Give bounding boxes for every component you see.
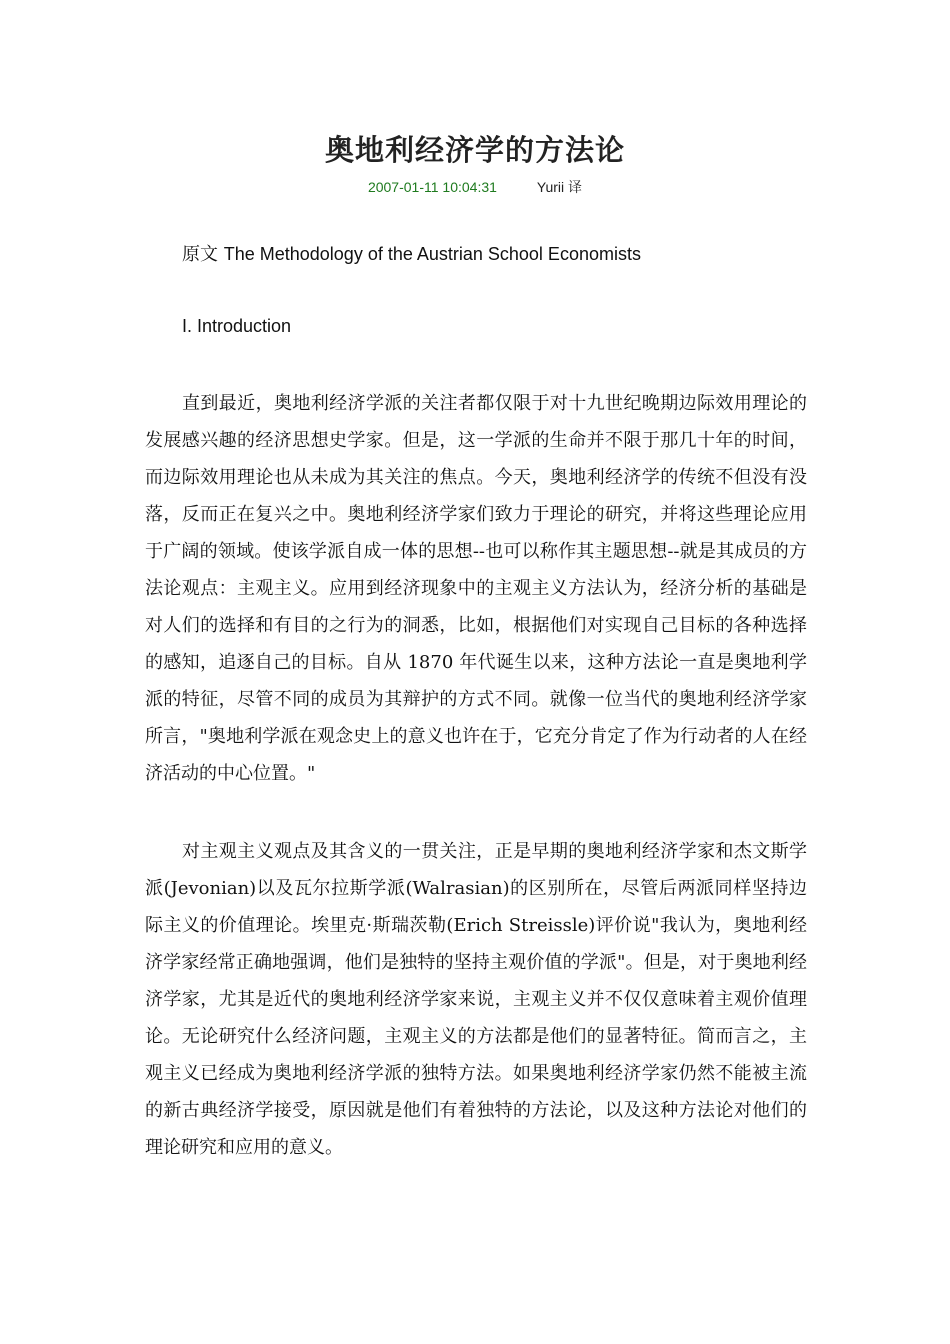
body-paragraph: 对主观主义观点及其含义的一贯关注，正是早期的奥地利经济学家和杰文斯学派(Jevonian)以及瓦尔拉斯学派(Walrasian)的区别所在，尽管后两派同样坚持边际主义的价值理论。埃里克·斯瑞茨勒(Erich Streissle)评价说"我认为，奥地利经济学家经常正确地强调，他们是独特的坚持主观价值的学派"。但是，对于奥地利经济学家，尤其是近代的奥地利经济学家来说，主观主义并不仅仅意味着主观价值理论。无论研究什么经济问题，主观主义的方法都是他们的显著特征。简而言之，主观主义已经成为奥地利经济学派的独特方法。如果奥地利经济学家仍然不能被主流的新古典经济学接受，原因就是他们有着独特的方法论，以及这种方法论对他们的理论研究和应用的意义。 <box>145 841 807 1158</box>
source-title: The Methodology of the Austrian School Economists <box>223 244 641 264</box>
source-prefix: 原文 <box>182 244 218 265</box>
body-paragraph: 直到最近，奥地利经济学派的关注者都仅限于对十九世纪晚期边际效用理论的发展感兴趣的经济思想史学家。但是，这一学派的生命并不限于那几十年的时间，而边际效用理论也从未成为其关注的焦点。今天，奥地利经济学的传统不但没有没落，反而正在复兴之中。奥地利经济学家们致力于理论的研究，并将这些理论应用于广阔的领域。使该学派自成一体的思想--也可以称作其主题思想--就是其成员的方法论观点：主观主义。应用到经济现象中的主观主义方法认为，经济分析的基础是对人们的选择和有目的之行为的洞悉，比如，根据他们对实现自己目标的各种选择的感知，追逐自己的目标。自从 1870 年代诞生以来，这种方法论一直是奥地利学派的特征，尽管不同的成员为其辩护的方式不同。就像一位当代的奥地利经济学家所言，"奥地利学派在观念史上的意义也许在于，它充分肯定了作为行动者的人在经济活动的中心位置。" <box>145 393 807 784</box>
source-line <box>182 240 641 266</box>
section-heading <box>182 316 291 337</box>
document-title: 奥地利经济学的方法论 <box>324 133 625 167</box>
document-meta <box>0 177 950 197</box>
section-heading-text: I. Introduction <box>182 316 292 336</box>
translator-credit: Yurii 译 <box>536 179 583 195</box>
publish-date: 2007-01-11 10:04:31 <box>367 179 497 195</box>
